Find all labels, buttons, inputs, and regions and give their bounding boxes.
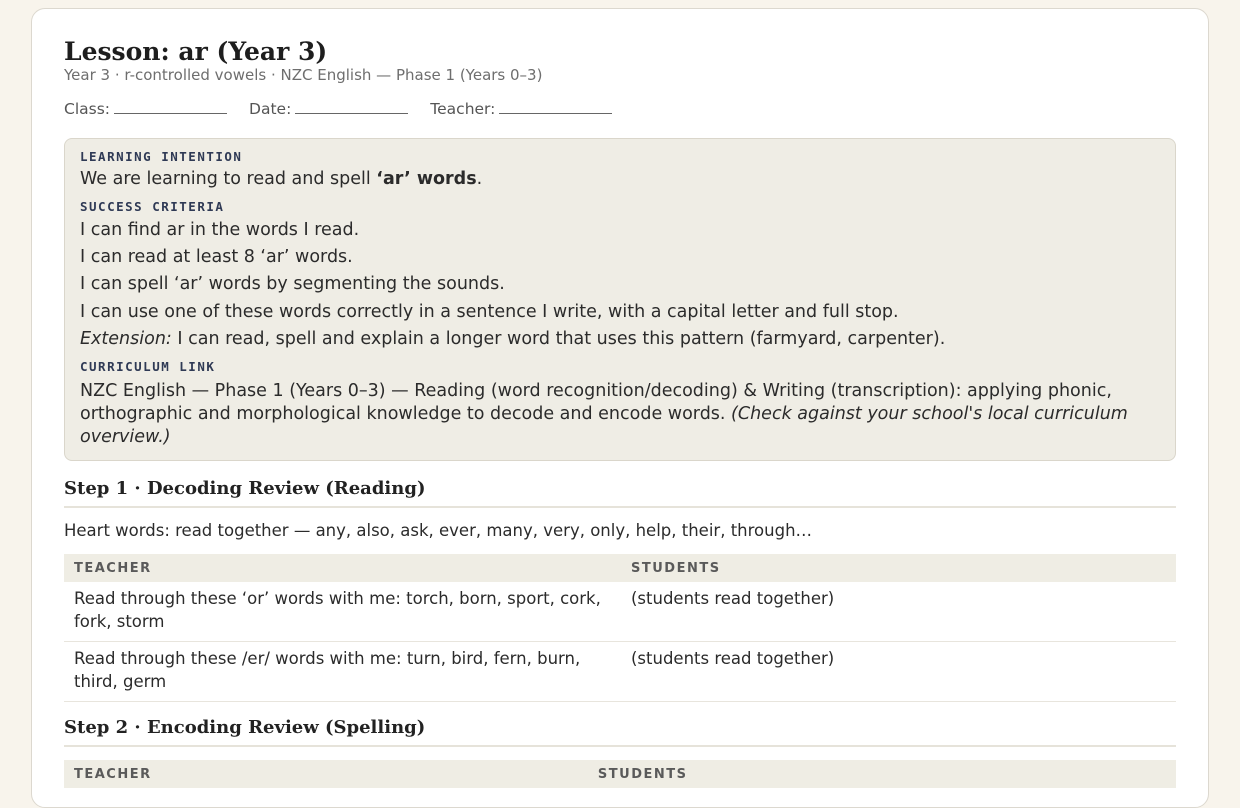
extension-label: Extension: bbox=[80, 328, 172, 349]
date-field bbox=[249, 99, 408, 119]
curriculum-note: (Check against your school's local curriculum overview.) bbox=[80, 404, 1128, 448]
heart-words: Heart words: read together — any, also, ask, ever, many, very, only, help, their, through… bbox=[64, 521, 813, 541]
criterion-item: I can spell ‘ar’ words by segmenting the sounds. bbox=[80, 274, 505, 295]
criterion-item: I can use one of these words correctly in a sentence I write, with a capital letter and full stop. bbox=[80, 301, 899, 322]
intention-box bbox=[64, 138, 1176, 461]
teacher-cell: Read through these ‘or’ words with me: torch, born, sport, cork, fork, storm bbox=[64, 582, 621, 642]
teacher-column-header: TEACHER bbox=[64, 554, 621, 582]
criterion-item: I can read at least 8 ‘ar’ words. bbox=[80, 247, 353, 268]
page-title: Lesson: ar (Year 3) bbox=[64, 37, 328, 66]
date-blank bbox=[295, 99, 408, 114]
criterion-item: I can find ar in the words I read. bbox=[80, 220, 360, 240]
curriculum-link-kicker: CURRICULUM LINK bbox=[80, 359, 216, 375]
intention-text-before: We are learning to read and spell bbox=[80, 169, 377, 189]
students-column-header: STUDENTS bbox=[621, 554, 1176, 582]
fill-in-row bbox=[64, 99, 1176, 119]
table-row bbox=[64, 642, 1176, 702]
extension-text: I can read, spell and explain a longer word that uses this pattern (farmyard, carpenter). bbox=[171, 328, 946, 349]
learning-intention-kicker: LEARNING INTENTION bbox=[80, 149, 243, 164]
table-header-row bbox=[64, 554, 1176, 582]
step1-table bbox=[64, 554, 1176, 702]
table-row bbox=[64, 582, 1176, 642]
students-cell: (students read together) bbox=[621, 642, 1176, 702]
students-column-header: STUDENTS bbox=[588, 760, 1176, 788]
class-blank bbox=[114, 99, 227, 114]
step2-table bbox=[64, 760, 1176, 788]
learning-intention-text bbox=[80, 166, 1160, 193]
step1-heading: Step 1 · Decoding Review (Reading) bbox=[64, 478, 1176, 508]
criterion-extension bbox=[80, 326, 1160, 353]
intention-text-after: . bbox=[476, 169, 483, 189]
teacher-label: Teacher: bbox=[430, 100, 496, 118]
table-header-row bbox=[64, 760, 1176, 788]
success-criteria-kicker: SUCCESS CRITERIA bbox=[80, 199, 225, 214]
lesson-card bbox=[31, 8, 1209, 808]
intention-bold: ‘ar’ words bbox=[376, 169, 477, 189]
class-field bbox=[64, 99, 227, 119]
teacher-cell: Read through these /er/ words with me: turn, bird, fern, burn, third, germ bbox=[64, 642, 621, 702]
step2-heading: Step 2 · Encoding Review (Spelling) bbox=[64, 717, 1176, 747]
teacher-column-header: TEACHER bbox=[64, 760, 588, 788]
teacher-blank bbox=[499, 99, 612, 114]
class-label: Class: bbox=[64, 100, 111, 118]
students-cell: (students read together) bbox=[621, 582, 1176, 642]
lesson-meta: Year 3 · r-controlled vowels · NZC English — Phase 1 (Years 0–3) bbox=[64, 66, 543, 84]
success-criteria-list bbox=[80, 217, 1160, 353]
curriculum-text: NZC English — Phase 1 (Years 0–3) — Reading (word recognition/decoding) & Writing (transcription): applying phonic, orthographic and morphological knowledge to decode and encode words. bbox=[80, 381, 1112, 425]
teacher-field bbox=[430, 99, 612, 119]
date-label: Date: bbox=[249, 100, 292, 118]
curriculum-link-text bbox=[80, 380, 1160, 449]
